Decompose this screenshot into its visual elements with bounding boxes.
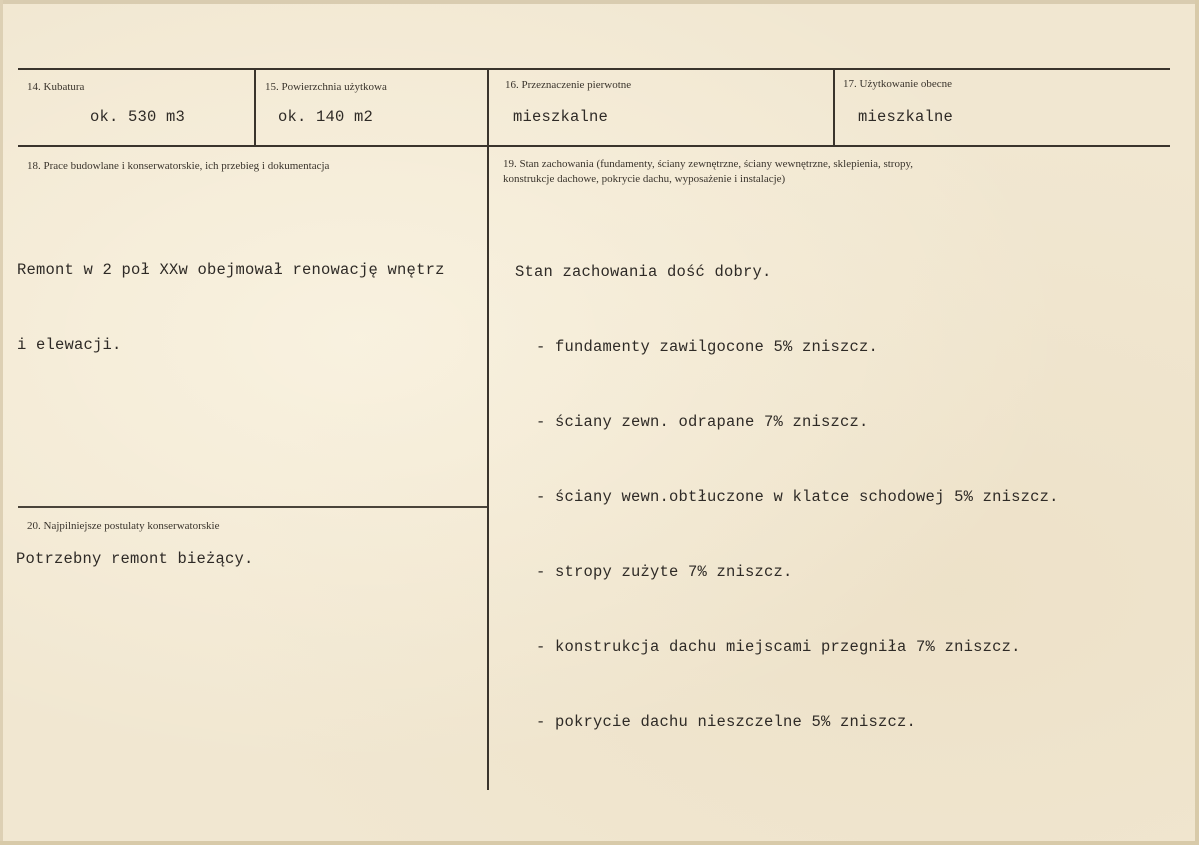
field-18-line: i elewacji. [17, 336, 122, 354]
field-19-text [515, 210, 1059, 760]
col-divider-14-15 [254, 68, 256, 146]
field-17-value: mieszkalne [858, 108, 954, 126]
field-20-label: 20. Najpilniejsze postulaty konserwatorskie [27, 520, 220, 532]
card-edge-right [1195, 0, 1199, 845]
field-19-item: - ściany zewn. odrapane 7% zniszcz. [536, 413, 869, 431]
field-19-item: - fundamenty zawilgocone 5% zniszcz. [536, 338, 879, 356]
field-19-label-line2: konstrukcje dachowe, pokrycie dachu, wyposażenie i instalacje) [503, 173, 786, 185]
section-divider-20 [18, 506, 487, 508]
top-rule [18, 68, 1170, 70]
field-19-label-line1: 19. Stan zachowania (fundamenty, ściany zewnętrzne, ściany wewnętrzne, sklepienia, stropy, [503, 158, 914, 170]
field-18-label: 18. Prace budowlane i konserwatorskie, ich przebieg i dokumentacja [27, 160, 330, 172]
card-edge-left [0, 0, 3, 845]
field-19-item: - stropy zużyte 7% zniszcz. [536, 563, 793, 581]
field-15-label: 15. Powierzchnia użytkowa [265, 81, 387, 93]
card-edge-top [0, 0, 1199, 4]
field-19-summary: Stan zachowania dość dobry. [515, 263, 772, 281]
card-edge-bottom [0, 841, 1199, 845]
field-15-value: ok. 140 m2 [278, 108, 374, 126]
col-divider-main [487, 68, 489, 790]
col-divider-16-17 [833, 68, 835, 146]
field-16-label: 16. Przeznaczenie pierwotne [505, 79, 632, 91]
field-19-item: - konstrukcja dachu miejscami przegniła 7% zniszcz. [536, 638, 1021, 656]
row-divider [18, 145, 1170, 147]
field-18-line: Remont w 2 poł XXw obejmował renowację wnętrz [17, 261, 445, 279]
field-18-text [17, 208, 445, 383]
field-17-label: 17. Użytkowanie obecne [843, 78, 953, 90]
field-16-value: mieszkalne [513, 108, 609, 126]
field-19-item: - ściany wewn.obtłuczone w klatce schodowej 5% zniszcz. [536, 488, 1059, 506]
field-14-value: ok. 530 m3 [90, 108, 186, 126]
field-20-value: Potrzebny remont bieżący. [16, 550, 254, 568]
field-19-item: - pokrycie dachu nieszczelne 5% zniszcz. [536, 713, 917, 731]
field-14-label: 14. Kubatura [27, 81, 85, 93]
